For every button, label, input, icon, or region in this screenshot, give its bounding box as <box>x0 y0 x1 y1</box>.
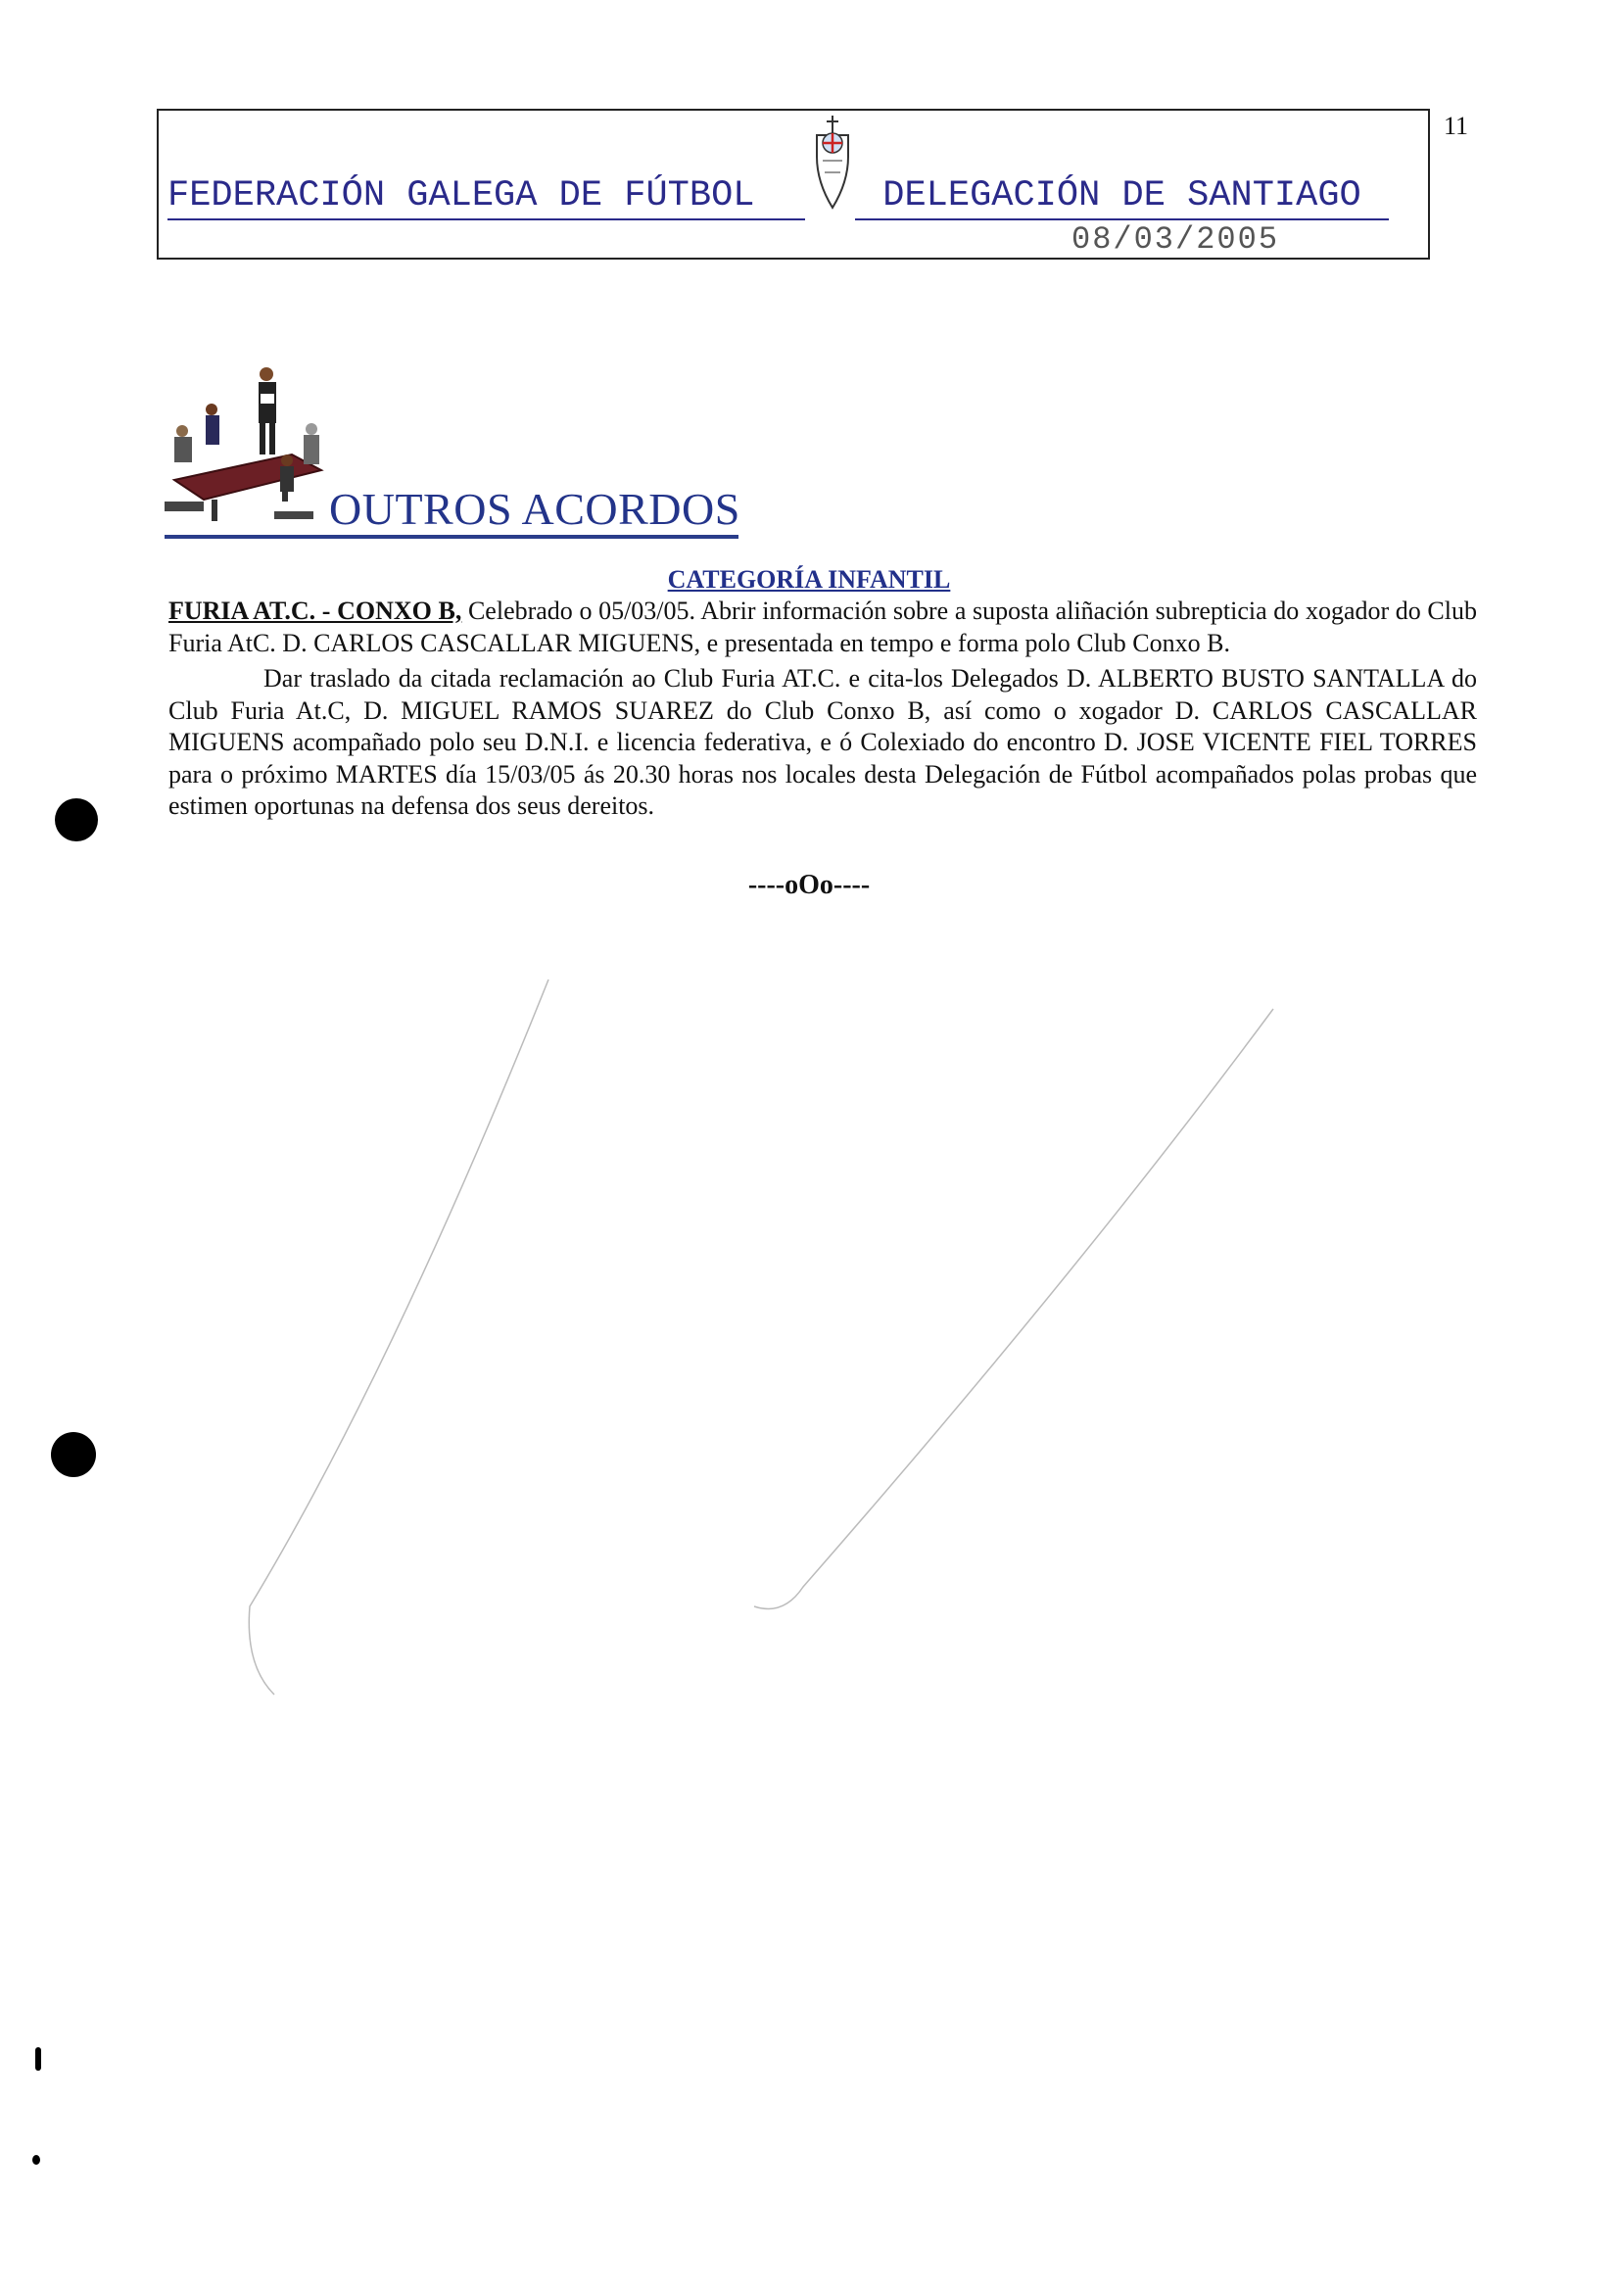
agreement-body <box>168 596 1477 823</box>
page-number: 11 <box>1444 112 1469 140</box>
federation-name: FEDERACIÓN GALEGA DE FÚTBOL <box>167 173 805 220</box>
scan-mark-2 <box>32 2155 40 2165</box>
federation-crest-icon <box>809 114 856 212</box>
section-title: OUTROS ACORDOS <box>329 484 740 534</box>
match-title: FURIA AT.C. - CONXO B, <box>168 597 462 625</box>
delegation-name: DELEGACIÓN DE SANTIAGO <box>855 173 1389 220</box>
agreement-paragraph-1 <box>168 596 1477 659</box>
punch-hole-top <box>55 798 98 841</box>
punch-hole-bottom <box>51 1432 96 1477</box>
header-date: 08/03/2005 <box>1071 221 1280 258</box>
section-title-rule <box>165 484 738 539</box>
scan-mark-1 <box>35 2047 41 2071</box>
agreement-paragraph-2: Dar traslado da citada reclamación ao Club Furia AT.C. e cita-los Delegados D. ALBERTO BUSTO SANTALLA do Club Furia At.C, D. MIGUEL RAMOS SUAREZ do Club Conxo B, así como o xogador D. CARLOS CASCALLAR MIGUENS acompañado polo seu D.N.I. e licencia federativa, e ó Colexiado do encontro D. JOSE VICENTE FIEL TORRES para o próximo MARTES día 15/03/05 ás 20.30 horas nos locales desta Delegación de Fútbol acompañados polas probas que estimen oportunas na defensa dos seus dereitos. <box>168 664 1477 820</box>
category-heading: CATEGORÍA INFANTIL <box>667 565 951 594</box>
separator: ----oOo---- <box>747 870 871 900</box>
paragraph-1-text: Celebrado o 05/03/05. Abrir información sobre a suposta aliñación subrepticia do xogador do Club Furia AtC. D. CARLOS CASCALLAR MIGUENS, e presentada en tempo e forma polo Club Conxo B. <box>168 597 1477 657</box>
